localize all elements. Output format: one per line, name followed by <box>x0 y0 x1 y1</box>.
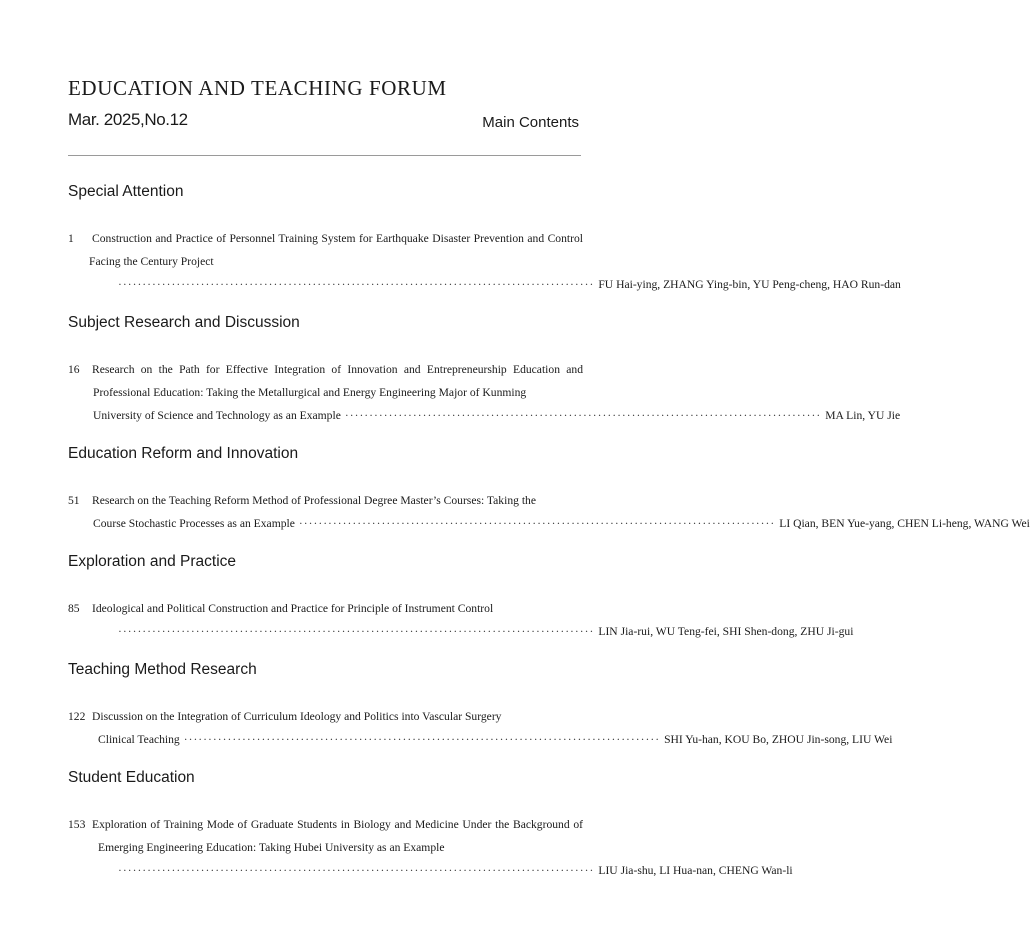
leader-dots: ·································································································· <box>183 733 661 746</box>
section-subject-research <box>68 308 901 427</box>
section-education-reform <box>68 439 1030 535</box>
page-number: 51 <box>68 494 80 507</box>
article-title-text: Discussion on the Integration of Curriculum Ideology and Politics into Vascular Surgery <box>92 710 502 723</box>
toc-entry[interactable] <box>68 597 854 643</box>
section-exploration-practice <box>68 547 854 643</box>
toc-entry[interactable] <box>68 489 1030 535</box>
section-title: Education Reform and Innovation <box>68 445 299 462</box>
contents-label: Main Contents <box>482 114 579 131</box>
journal-title: EDUCATION AND TEACHING FORUM <box>68 76 447 100</box>
leader-dots: ·································································································· <box>344 409 822 422</box>
page-number: 122 <box>68 710 86 723</box>
article-title-text: Research on the Path for Effective Integration of Innovation and Entrepreneurship Education and Professional Education: Taking the Metallurgical and Energy Engineering Major of Kunming <box>92 363 583 399</box>
article-title-text: Construction and Practice of Personnel Training System for Earthquake Disaster Prevention and Control Facing the Century Project <box>89 232 583 268</box>
section-special-attention <box>68 177 901 296</box>
page-number: 16 <box>68 363 80 376</box>
section-title: Special Attention <box>68 183 184 200</box>
section-title: Subject Research and Discussion <box>68 314 300 331</box>
authors: LIN Jia-rui, WU Teng-fei, SHI Shen-dong, ZHU Ji-gui <box>598 625 854 638</box>
author-line <box>68 620 854 643</box>
toc-entry[interactable] <box>68 358 901 427</box>
article-title[interactable] <box>68 358 583 404</box>
section-title: Exploration and Practice <box>68 553 237 570</box>
section-teaching-method <box>68 655 893 751</box>
article-title[interactable] <box>68 705 583 728</box>
authors: FU Hai-ying, ZHANG Ying-bin, YU Peng-cheng, HAO Run-dan <box>598 278 901 291</box>
article-title[interactable] <box>68 813 583 859</box>
section-title: Teaching Method Research <box>68 661 257 678</box>
page-number: 153 <box>68 818 86 831</box>
article-title[interactable] <box>68 597 583 620</box>
author-line <box>68 404 901 427</box>
toc-entry[interactable] <box>68 227 901 296</box>
article-title[interactable] <box>68 227 583 273</box>
author-line <box>68 512 1030 535</box>
leader-dots: ·································································································· <box>118 864 595 877</box>
issue-date: Mar. 2025,No.12 <box>68 110 188 129</box>
article-title-tail: Clinical Teaching <box>98 733 180 746</box>
section-student-education <box>68 763 793 882</box>
leader-dots: ·································································································· <box>118 625 595 638</box>
authors: SHI Yu-han, KOU Bo, ZHOU Jin-song, LIU Wei <box>664 733 893 746</box>
author-line <box>68 859 793 882</box>
article-title-tail: University of Science and Technology as an Example <box>93 409 341 422</box>
leader-dots: ·································································································· <box>298 517 776 530</box>
toc-entry[interactable] <box>68 813 793 882</box>
page-number: 1 <box>68 232 74 245</box>
author-line <box>68 728 893 751</box>
page-number: 85 <box>68 602 80 615</box>
authors: LIU Jia-shu, LI Hua-nan, CHENG Wan-li <box>598 864 793 877</box>
authors: LI Qian, BEN Yue-yang, CHEN Li-heng, WANG Wei <box>779 517 1030 530</box>
author-line <box>68 273 901 296</box>
article-title[interactable] <box>68 489 583 512</box>
article-title-tail: Course Stochastic Processes as an Example <box>93 517 295 530</box>
header-divider <box>68 155 581 156</box>
table-of-contents <box>68 177 1030 894</box>
toc-entry[interactable] <box>68 705 893 751</box>
section-title: Student Education <box>68 769 195 786</box>
article-title-text: Exploration of Training Mode of Graduate Students in Biology and Medicine Under the Background of Emerging Engineering Education: Taking Hubei University as an Example <box>92 818 583 854</box>
article-title-text: Ideological and Political Construction and Practice for Principle of Instrument Control <box>92 602 494 615</box>
article-title-text: Research on the Teaching Reform Method of Professional Degree Master’s Courses: Taking the <box>92 494 536 507</box>
leader-dots: ·································································································· <box>118 278 595 291</box>
authors: MA Lin, YU Jie <box>825 409 901 422</box>
